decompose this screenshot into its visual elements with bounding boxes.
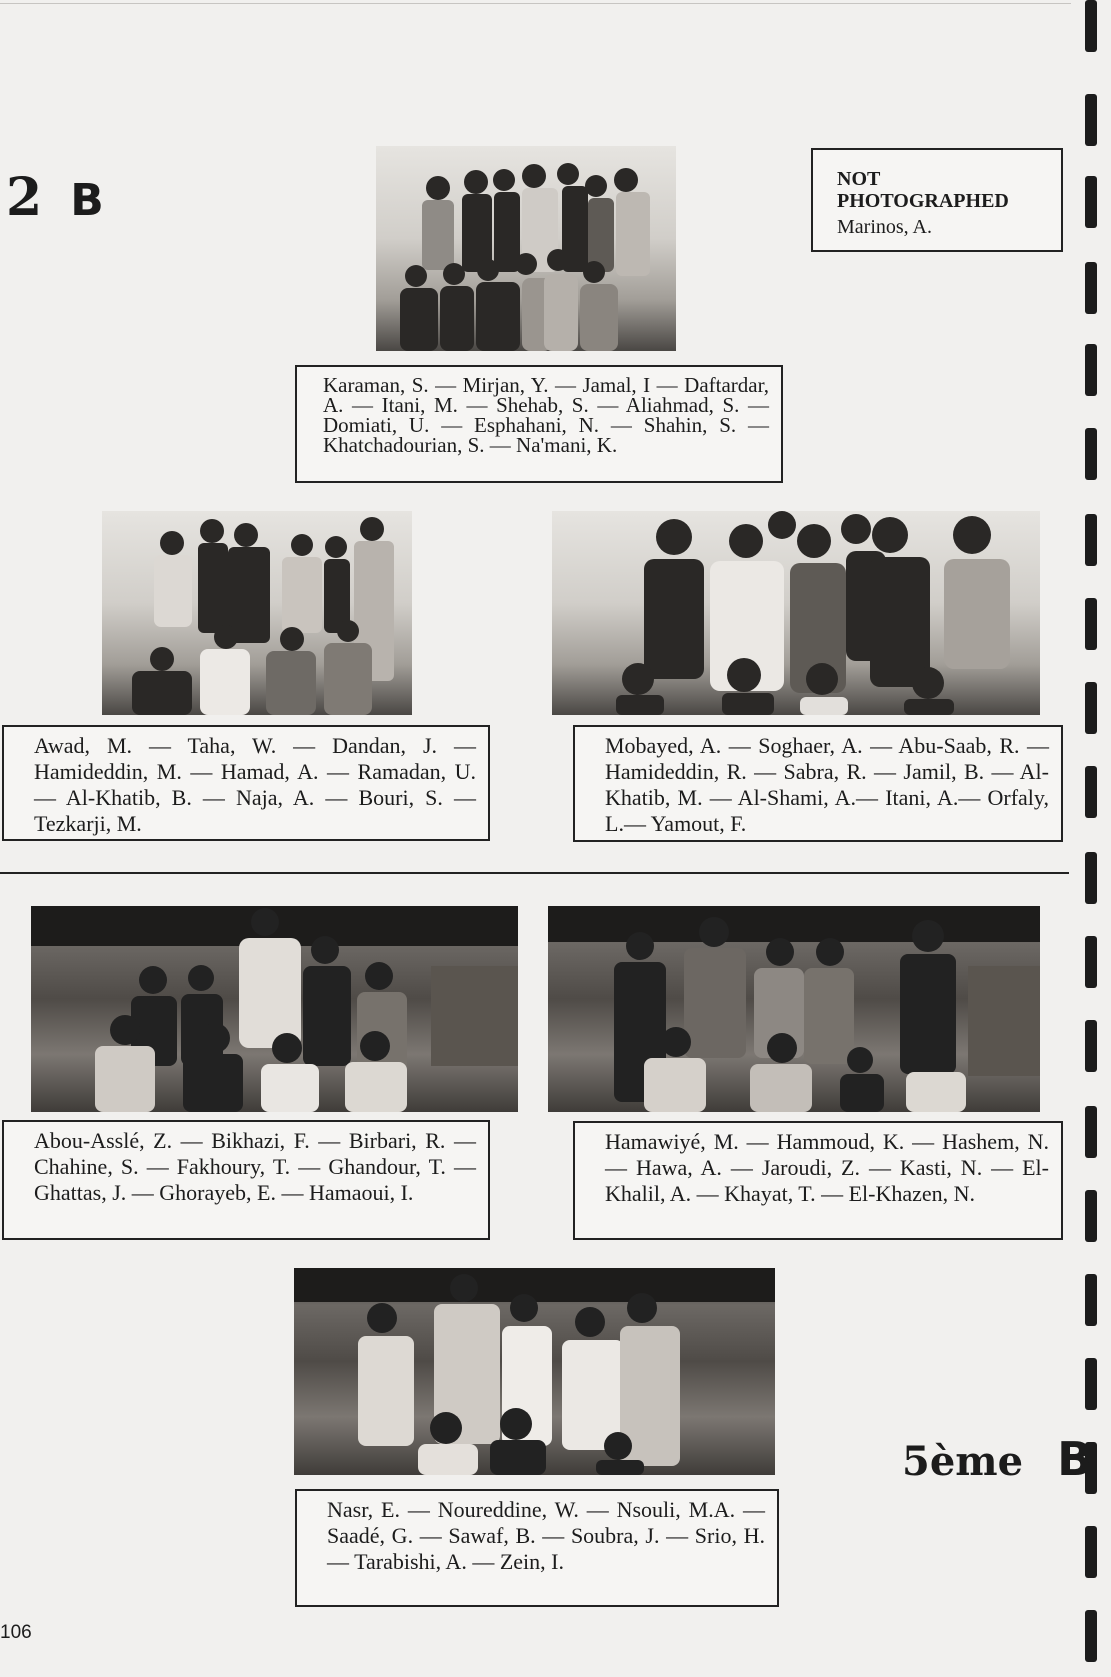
class-letter: B	[70, 175, 104, 226]
grade-text: 5ème	[902, 1438, 1024, 1485]
binding-ring	[1085, 936, 1097, 988]
group-photo-figures	[376, 146, 676, 351]
binding-ring	[1085, 262, 1097, 314]
binding-ring	[1085, 598, 1097, 650]
group-names-box	[2, 1120, 490, 1240]
group-photo-figures	[548, 906, 1040, 1112]
not-photographed-title: NOT PHOTOGRAPHED	[837, 168, 1009, 212]
group-names: Awad, M. — Taha, W. — Dandan, J. — Hamideddin, M. — Hamad, A. — Ramadan, U. — Al-Khatib, B. — Naja, A. — Bouri, S. — Tezkarji, M.	[34, 733, 476, 836]
group-names: Nasr, E. — Noureddine, W. — Nsouli, M.A. — Saadé, G. — Sawaf, B. — Soubra, J. — Srio, H. — Tarabishi, A. — Zein, I.	[327, 1497, 765, 1574]
group-photo	[548, 906, 1040, 1112]
group-names-box	[295, 365, 783, 483]
binding-ring	[1085, 1274, 1097, 1326]
group-photo	[376, 146, 676, 351]
group-names: Abou-Asslé, Z. — Bikhazi, F. — Birbari, R. — Chahine, S. — Fakhoury, T. — Ghandour, T. — Ghattas, J. — Ghorayeb, E. — Hamaoui, I.	[34, 1128, 476, 1205]
binding-ring	[1085, 766, 1097, 818]
group-photo-figures	[102, 511, 412, 715]
group-photo	[102, 511, 412, 715]
top-rule	[0, 3, 1071, 4]
class-number: 2	[6, 167, 43, 228]
binding-ring	[1085, 0, 1097, 52]
group-photo-figures	[552, 511, 1040, 715]
binding-ring	[1085, 176, 1097, 228]
binding-ring	[1085, 1020, 1097, 1072]
spiral-binding	[1078, 0, 1111, 1677]
grade-label	[902, 1432, 1093, 1486]
page-number: 106	[0, 1622, 32, 1643]
binding-ring	[1085, 1610, 1097, 1662]
group-names-box	[573, 725, 1063, 842]
group-names-box	[573, 1121, 1063, 1240]
not-photographed-names: Marinos, A.	[837, 216, 932, 238]
binding-ring	[1085, 1358, 1097, 1410]
not-photographed-box	[811, 148, 1063, 252]
class-title	[6, 167, 104, 228]
group-names-box	[295, 1489, 779, 1607]
group-photo	[552, 511, 1040, 715]
binding-ring	[1085, 1106, 1097, 1158]
binding-ring	[1085, 344, 1097, 396]
binding-ring	[1085, 1526, 1097, 1578]
group-photo	[294, 1268, 775, 1475]
binding-ring	[1085, 94, 1097, 146]
binding-ring	[1085, 428, 1097, 480]
binding-ring	[1085, 852, 1097, 904]
group-names: Karaman, S. — Mirjan, Y. — Jamal, I — Daftardar, A. — Itani, M. — Shehab, S. — Aliahmad, S. — Domiati, U. — Esphahani, N. — Shahin, S. — Khatchadourian, S. — Na'mani, K.	[323, 373, 769, 457]
binding-ring	[1085, 682, 1097, 734]
group-photo-figures	[294, 1268, 775, 1475]
binding-ring	[1085, 1190, 1097, 1242]
group-names: Mobayed, A. — Soghaer, A. — Abu-Saab, R. — Hamideddin, R. — Sabra, R. — Jamil, B. — Al-Khatib, M. — Al-Shami, A.— Itani, A.— Orfaly, L.— Yamout, F.	[605, 733, 1049, 836]
group-photo-figures	[31, 906, 518, 1112]
binding-ring	[1085, 514, 1097, 566]
section-divider	[0, 872, 1069, 874]
group-photo	[31, 906, 518, 1112]
group-names: Hamawiyé, M. — Hammoud, K. — Hashem, N. — Hawa, A. — Jaroudi, Z. — Kasti, N. — El-Khalil, A. — Khayat, T. — El-Khazen, N.	[605, 1129, 1049, 1206]
group-names-box	[2, 725, 490, 841]
grade-letter: B	[1057, 1432, 1093, 1486]
